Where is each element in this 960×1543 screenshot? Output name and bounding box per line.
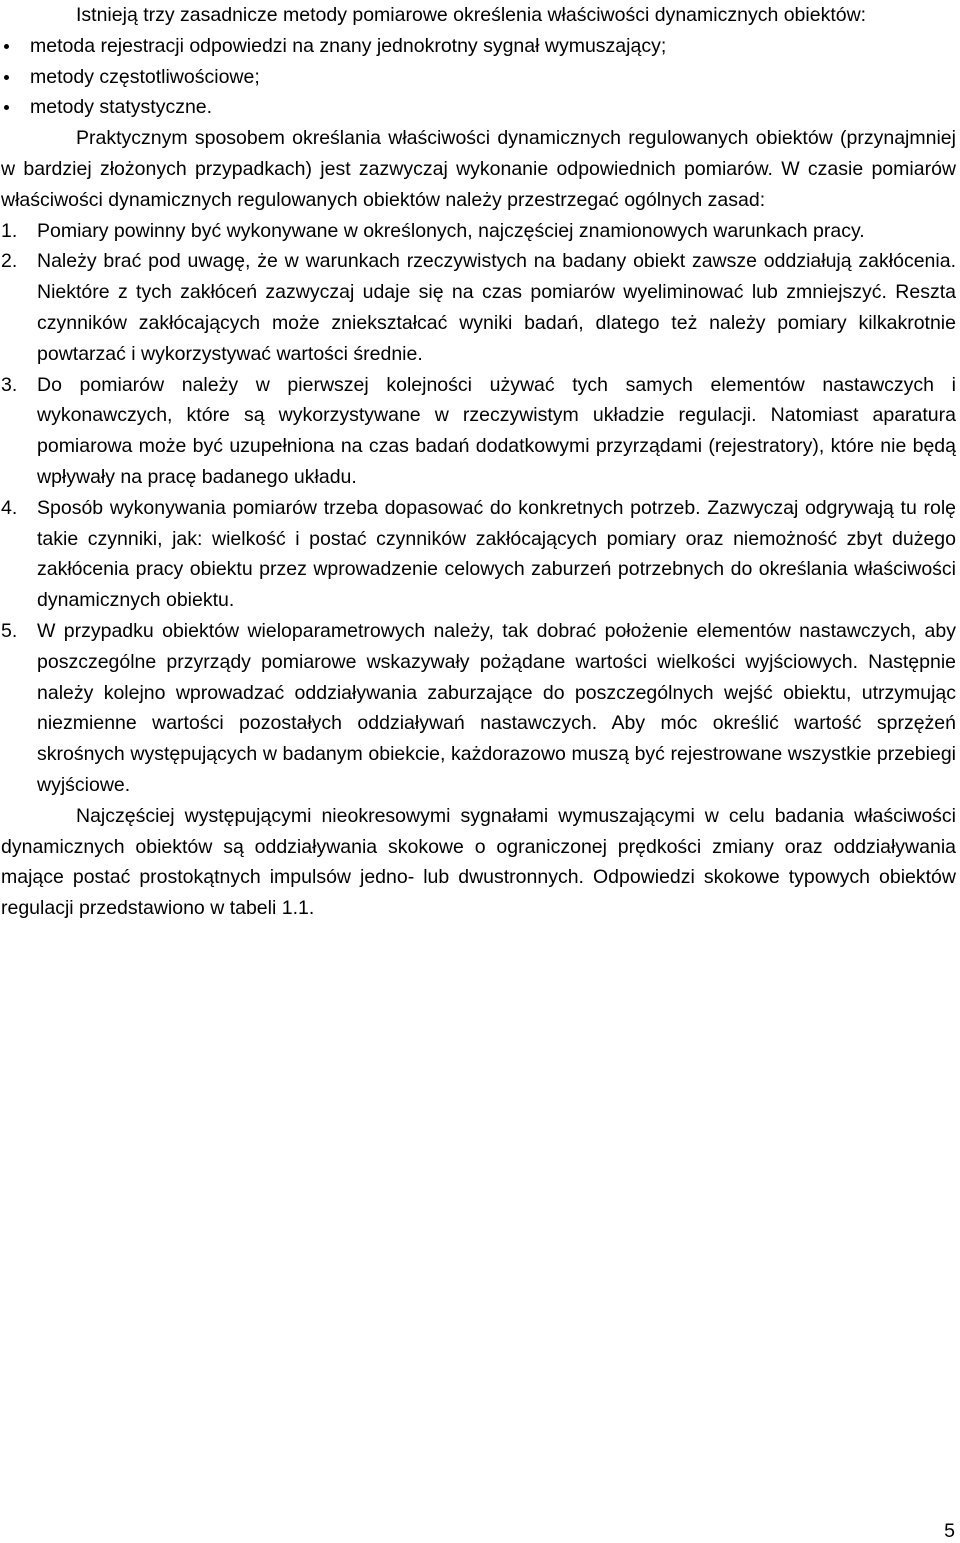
rule-number: 2.	[1, 250, 18, 273]
list-item	[1, 92, 956, 123]
document-body	[1, 0, 956, 924]
rules-list	[1, 216, 956, 801]
rule-number: 1.	[1, 219, 18, 242]
methods-list	[1, 31, 956, 123]
list-item	[1, 216, 956, 247]
method-text: metoda rejestracji odpowiedzi na znany jednokrotny sygnał wymuszający;	[30, 34, 667, 57]
bullet-icon	[4, 75, 9, 80]
rule-text: Sposób wykonywania pomiarów trzeba dopasować do konkretnych potrzeb. Zazwyczaj odgrywają tu rolę takie czynniki, jak: wielkość i postać czynników zakłócających pomiary oraz niemożność zbyt dużego zakłócenia pracy obiektu przez wprowadzenie celowych zaburzeń potrzebnych do określania właściwości dynamicznych obiektu.	[37, 496, 956, 612]
closing-paragraph: Najczęściej występującymi nieokresowymi sygnałami wymuszającymi w celu badania właściwości dynamicznych obiektów są oddziaływania skokowe o ograniczonej prędkości zmiany oraz oddziaływania mające postać prostokątnych impulsów jedno- lub dwustronnych. Odpowiedzi skokowe typowych obiektów regulacji przedstawiono w tabeli 1.1.	[1, 804, 956, 920]
list-item	[1, 616, 956, 801]
method-text: metody statystyczne.	[30, 96, 213, 119]
rule-text: W przypadku obiektów wieloparametrowych należy, tak dobrać położenie elementów nastawczych, aby poszczególne przyrządy pomiarowe wskazywały pożądane wartości wielkości wyjściowych. Następnie należy kolejno wprowadzać oddziaływania zaburzające do poszczególnych wejść obiektu, utrzymując niezmienne wartości pozostałych oddziaływań nastawczych. Aby móc określić wartość sprzężeń skrośnych występujących w badanym obiekcie, każdorazowo muszą być rejestrowane wszystkie przebiegi wyjściowe.	[37, 619, 956, 796]
rule-text: Do pomiarów należy w pierwszej kolejności używać tych samych elementów nastawczych i wykonawczych, które są wykorzystywane w rzeczywistym układzie regulacji. Natomiast aparatura pomiarowa może być uzupełniona na czas badań dodatkowymi przyrządami (rejestratory), które nie będą wpływały na pracę badanego układu.	[37, 373, 956, 488]
method-text: metody częstotliwościowe;	[30, 65, 260, 88]
page-number: 5	[944, 1520, 955, 1542]
list-item	[1, 62, 956, 93]
practice-paragraph: Praktycznym sposobem określania właściwości dynamicznych regulowanych obiektów (przynajmniej w bardziej złożonych przypadkach) jest zazwyczaj wykonanie odpowiednich pomiarów. W czasie pomiarów właściwości dynamicznych regulowanych obiektów należy przestrzegać ogólnych zasad:	[1, 127, 956, 211]
bullet-icon	[4, 44, 9, 49]
rule-number: 3.	[1, 373, 18, 396]
list-item	[1, 31, 956, 62]
list-item	[1, 493, 956, 616]
bullet-icon	[4, 105, 9, 110]
list-item	[1, 370, 956, 493]
list-item	[1, 246, 956, 369]
rule-number: 5.	[1, 619, 18, 642]
rule-number: 4.	[1, 496, 18, 519]
intro-paragraph: Istnieją trzy zasadnicze metody pomiarowe określenia właściwości dynamicznych obiektów:	[76, 4, 867, 26]
rule-text: Należy brać pod uwagę, że w warunkach rzeczywistych na badany obiekt zawsze oddziałują zakłócenia. Niektóre z tych zakłóceń zazwyczaj udaje się na czas pomiarów wyeliminować lub zmniejszyć. Reszta czynników zakłócających może zniekształcać wyniki badań, dlatego też należy pomiary kilkakrotnie powtarzać i wykorzystywać wartości średnie.	[37, 250, 956, 365]
rule-text: Pomiary powinny być wykonywane w określonych, najczęściej znamionowych warunkach pracy.	[37, 219, 865, 242]
